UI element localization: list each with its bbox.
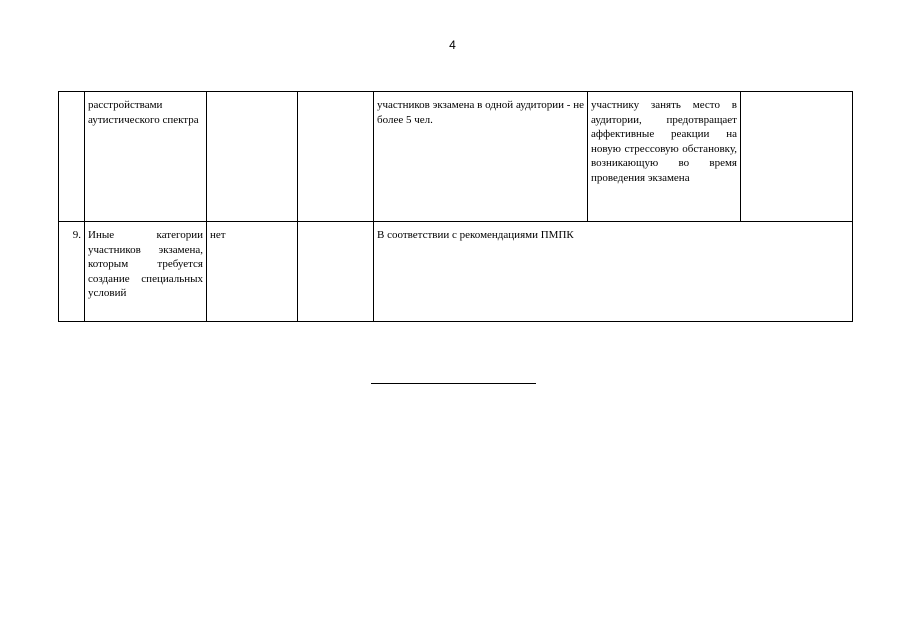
row-number-cell xyxy=(59,92,85,222)
page-number: 4 xyxy=(449,38,456,52)
conditions-table xyxy=(58,91,853,322)
table-cell xyxy=(298,92,374,222)
table-cell xyxy=(207,92,298,222)
table-row xyxy=(59,222,853,322)
category-cell: расстройствами аутистического спектра xyxy=(85,92,207,222)
table-cell xyxy=(298,222,374,322)
table-cell xyxy=(741,92,853,222)
footnote-divider xyxy=(371,383,536,384)
conditions-cell: участников экзамена в одной аудитории - не более 5 чел. xyxy=(374,92,588,222)
conditions-cell: В соответствии с рекомендациями ПМПК xyxy=(374,222,853,322)
table-row xyxy=(59,92,853,222)
justification-cell: участнику занять место в аудитории, предотвращает аффективные реакции на новую стрессовую обстановку, возникающую во время проведения экзамена xyxy=(588,92,741,222)
category-cell: Иные категории участников экзамена, которым требуется создание специальных условий xyxy=(85,222,207,322)
row-number-cell: 9. xyxy=(59,222,85,322)
table-cell: нет xyxy=(207,222,298,322)
